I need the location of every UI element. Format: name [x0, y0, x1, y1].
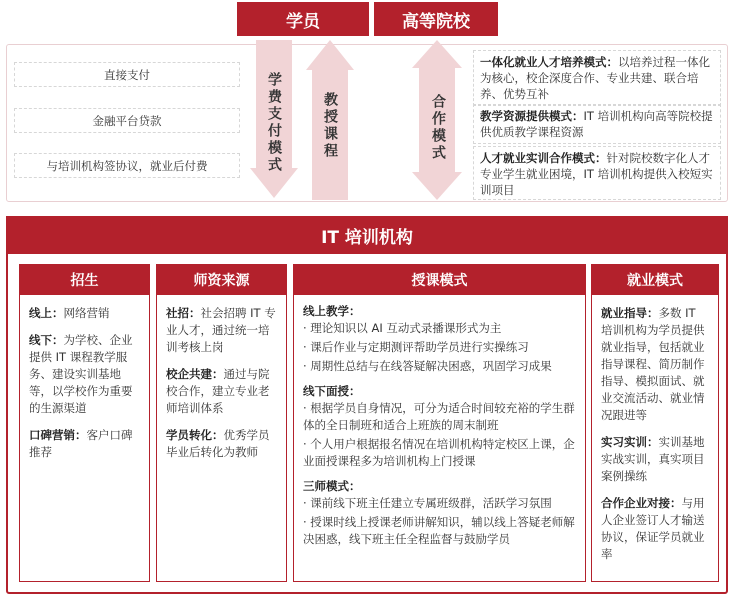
- right-item-resource: 教学资源提供模式：IT 培训机构向高等院校提供优质教学课程资源: [473, 104, 721, 144]
- col-employment: [591, 264, 719, 582]
- teaching-online: 线上教学： · 理论知识以 AI 互动式录播课形式为主 · 课后作业与定期测评帮助学员进行实操练习 · 周期性总结与在线答疑解决困惑，巩固学习成果: [303, 304, 552, 373]
- col-teachers-title: 师资来源: [157, 265, 286, 295]
- student-label: 学员: [286, 11, 320, 32]
- it-training-title: IT 培训机构: [321, 227, 413, 248]
- col-recruit-title: 招生: [20, 265, 149, 295]
- col-teaching: [293, 264, 586, 582]
- student-box: [237, 2, 369, 36]
- school-box: [374, 2, 498, 36]
- employment-partner: 合作企业对接：与用人企业签订人才输送协议，保证学员就业率: [601, 496, 705, 561]
- recruit-online: 线上：网络营销: [29, 306, 110, 320]
- payment-direct: 直接支付: [14, 62, 240, 87]
- teaching-three-teacher: 三师模式： · 课前线下班主任建立专属班级群，活跃学习氛围 · 授课时线上授课老师讲解知识，辅以线上答疑老师解决困惑，线下班主任全程监督与鼓励学员: [303, 479, 575, 546]
- employment-guidance: 就业指导：多数 IT 培训机构为学员提供就业指导，包括就业指导课程、简历制作指导、模拟面试、就业交流活动、就业情况跟进等: [601, 306, 705, 422]
- teachers-social: 社招：社会招聘 IT 专业人才，通过统一培训考核上岗: [166, 306, 276, 354]
- col-teaching-title: 授课模式: [294, 265, 585, 295]
- it-training-header: [6, 216, 728, 254]
- employment-internship: 实习实训：实训基地实战实训，真实项目案例操练: [601, 435, 705, 483]
- tuition-arrow-label: 学费支付模式: [266, 72, 282, 174]
- teaching-offline: 线下面授： · 根据学员自身情况，可分为适合时间较充裕的学生群体的全日制班和适合上班族的周末制班 · 个人用户根据报名情况在培训机构特定校区上课，企业面授课程多为培训机构上门授课: [303, 384, 575, 468]
- cooperation-arrow-label: 合作模式: [430, 94, 446, 162]
- col-teachers: [156, 264, 287, 582]
- recruit-offline: 线下：为学校、企业提供 IT 课程教学服务、建设实训基地等，以学校作为重要的生源渠道: [29, 333, 133, 415]
- teachers-student: 学员转化：优秀学员毕业后转化为教师: [166, 428, 270, 459]
- teaching-arrow-label: 教授课程: [322, 92, 338, 160]
- teachers-school: 校企共建：通过与院校合作，建立专业老师培训体系: [166, 367, 270, 415]
- recruit-word-of-mouth: 口碑营销：客户口碑推荐: [29, 428, 133, 459]
- col-employment-title: 就业模式: [592, 265, 718, 295]
- right-item-integrated: 一体化就业人才培养模式：以培养过程一体化为核心，校企深度合作、专业共建、联合培养、优势互补: [473, 50, 721, 106]
- col-recruit: [19, 264, 150, 582]
- payment-loan: 金融平台贷款: [14, 108, 240, 133]
- payment-after-employment: 与培训机构签协议，就业后付费: [14, 153, 240, 178]
- right-item-training: 人才就业实训合作模式：针对院校数字化人才专业学生就业困境，IT 培训机构提供入校短实训项目: [473, 146, 721, 200]
- school-label: 高等院校: [402, 11, 470, 32]
